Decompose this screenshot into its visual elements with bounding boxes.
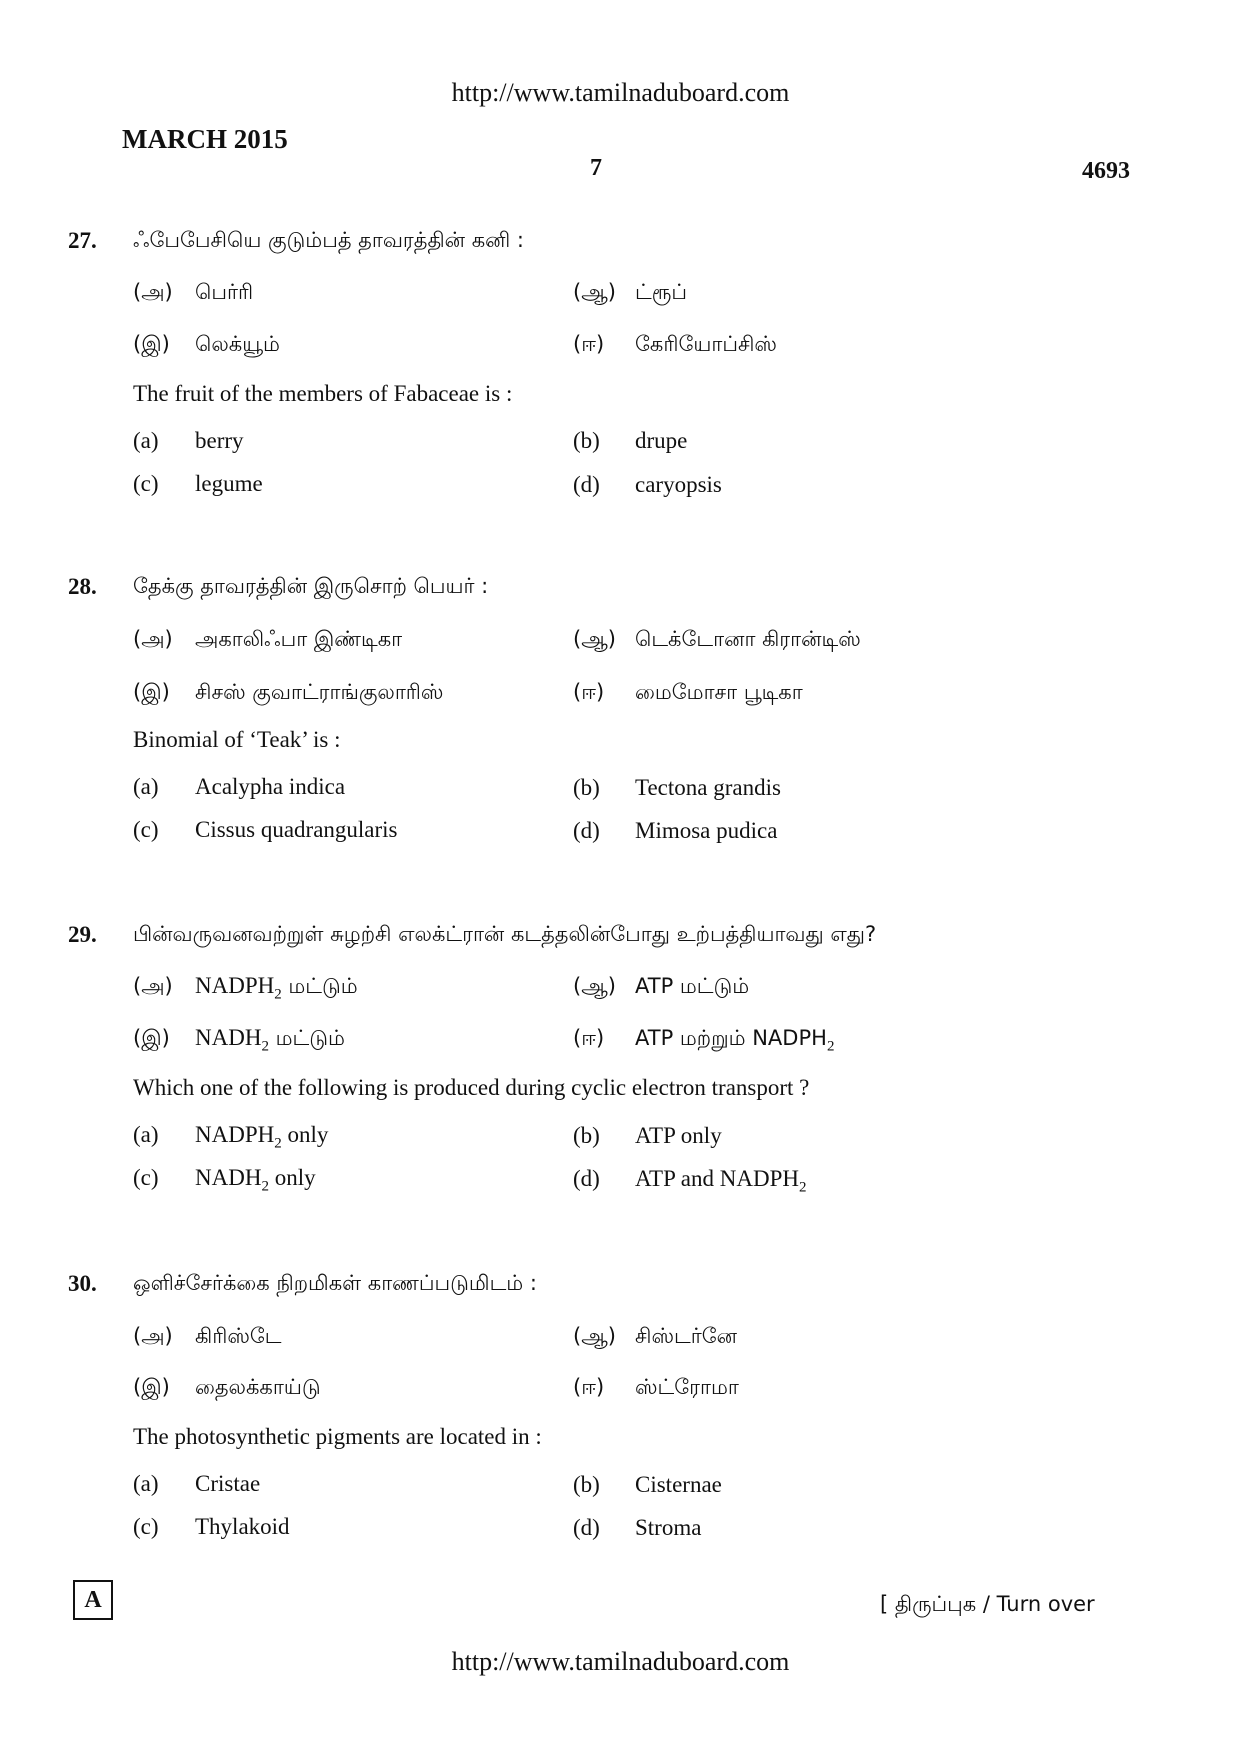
- turn-over-label: [ திருப்புக / Turn over: [880, 1592, 1095, 1616]
- option-english-b: (b) ATP only: [573, 1123, 722, 1148]
- option-english-a: (a) Cristae: [133, 1471, 261, 1496]
- option-tamil-d: (ஈ) ஸ்ட்ரோமா: [573, 1375, 739, 1399]
- question-number: 30.: [68, 1271, 97, 1296]
- question-number: 28.: [68, 574, 97, 599]
- option-english-c: (c) legume: [133, 471, 263, 496]
- question-tamil: ஃபேபேசியெ குடும்பத் தாவரத்தின் கனி :: [133, 228, 525, 252]
- paper-code: 4693: [1082, 158, 1130, 184]
- exam-title: MARCH 2015: [122, 124, 288, 154]
- question-english: Which one of the following is produced during cyclic electron transport ?: [133, 1075, 810, 1100]
- page-number: 7: [590, 155, 602, 181]
- header-url: http://www.tamilnaduboard.com: [451, 78, 790, 107]
- option-english-a: (a) Acalypha indica: [133, 774, 346, 799]
- question-tamil: ஒளிச்சேர்க்கை நிறமிகள் காணப்படுமிடம் :: [133, 1271, 537, 1295]
- question-number: 29.: [68, 922, 97, 947]
- option-english-c: (c) Thylakoid: [133, 1514, 290, 1539]
- option-english-b: (b) Cisternae: [573, 1472, 722, 1497]
- option-english-d: (d) Mimosa pudica: [573, 818, 778, 843]
- question-english: Binomial of ‘Teak’ is :: [133, 727, 341, 752]
- question-tamil: பின்வருவனவற்றுள் சுழற்சி எலக்ட்ரான் கடத்தலின்போது உற்பத்தியாவது எது?: [133, 922, 877, 946]
- option-english-c: (c) $NADH_2$ only: [133, 1165, 316, 1195]
- option-tamil-a: (அ) அகாலிஃபா இண்டிகா: [133, 627, 403, 651]
- question-number: 27.: [68, 228, 97, 253]
- option-tamil-d: (ஈ) மைமோசா பூடிகா: [573, 680, 803, 704]
- footer-url: http://www.tamilnaduboard.com: [451, 1647, 790, 1676]
- version-box: A: [73, 1580, 113, 1620]
- question-english: The fruit of the members of Fabaceae is :: [133, 381, 513, 406]
- option-tamil-c: (இ) சிசஸ் குவாட்ராங்குலாரிஸ்: [133, 680, 444, 704]
- option-tamil-b: (ஆ) ட்ரூப்: [573, 280, 688, 304]
- option-english-a: (a) berry: [133, 428, 244, 453]
- option-english-b: (b) drupe: [573, 428, 688, 453]
- option-tamil-c: (இ) $NADH_2$ மட்டும்: [133, 1025, 345, 1055]
- option-english-a: (a) $NADPH_2$ only: [133, 1122, 329, 1152]
- option-tamil-b: (ஆ) டெக்டோனா கிரான்டிஸ்: [573, 627, 861, 651]
- option-tamil-c: (இ) தைலக்காய்டு: [133, 1375, 321, 1399]
- option-tamil-a: (அ) பெர்ரி: [133, 280, 254, 304]
- option-tamil-d: (ஈ) கேரியோப்சிஸ்: [573, 332, 777, 356]
- option-english-b: (b) Tectona grandis: [573, 775, 781, 800]
- option-tamil-a: (அ) கிரிஸ்டே: [133, 1324, 282, 1348]
- option-tamil-c: (இ) லெக்யூம்: [133, 332, 280, 356]
- option-tamil-b: (ஆ) சிஸ்டர்னே: [573, 1324, 737, 1348]
- option-english-d: (d) caryopsis: [573, 472, 722, 497]
- option-tamil-a: (அ) $NADPH_2$ மட்டும்: [133, 973, 358, 1003]
- question-english: The photosynthetic pigments are located in :: [133, 1424, 542, 1449]
- option-english-c: (c) Cissus quadrangularis: [133, 817, 398, 842]
- option-english-d: (d) Stroma: [573, 1515, 702, 1540]
- option-tamil-b: (ஆ) ATP மட்டும்: [573, 974, 750, 998]
- question-tamil: தேக்கு தாவரத்தின் இருசொற் பெயர் :: [133, 574, 489, 598]
- option-english-d: (d) ATP and $NADPH_2$: [573, 1166, 807, 1196]
- option-tamil-d: (ஈ) ATP மற்றும் $NADPH_2$: [573, 1026, 835, 1055]
